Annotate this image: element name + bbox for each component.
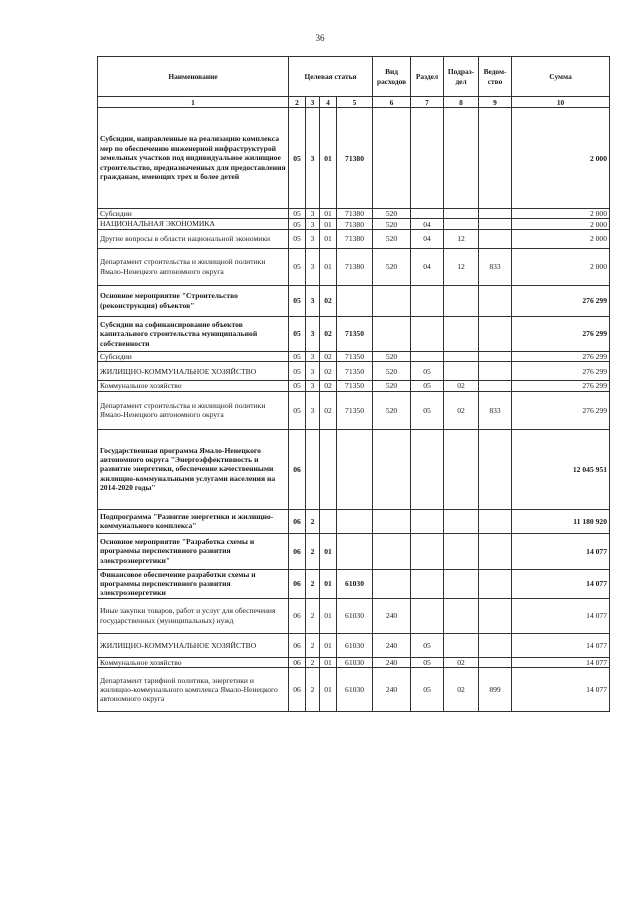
section-code xyxy=(411,509,444,533)
expense-type-code: 240 xyxy=(373,598,411,633)
row-amount: 14 077 xyxy=(512,533,610,569)
subsection-code xyxy=(444,316,479,351)
target-code-direction: 71350 xyxy=(337,381,373,391)
expense-type-code: 520 xyxy=(373,248,411,285)
expense-type-code xyxy=(373,569,411,598)
row-name: Субсидии на софинансирование объектов капитального строительства муниципальной собственности xyxy=(98,316,289,351)
department-code xyxy=(479,598,512,633)
table-row xyxy=(98,209,610,219)
target-code-subprogram: 3 xyxy=(306,351,320,361)
row-amount: 2 000 xyxy=(512,108,610,209)
subsection-code xyxy=(444,598,479,633)
department-code xyxy=(479,509,512,533)
target-code-subprogram: 2 xyxy=(306,509,320,533)
row-amount: 2 000 xyxy=(512,229,610,248)
target-code-activity: 01 xyxy=(320,598,337,633)
column-number-row xyxy=(98,97,610,108)
expense-type-code: 520 xyxy=(373,362,411,381)
row-amount: 276 299 xyxy=(512,351,610,361)
target-code-activity: 01 xyxy=(320,248,337,285)
target-code-activity: 01 xyxy=(320,219,337,229)
subsection-code xyxy=(444,633,479,657)
target-code-subprogram: 3 xyxy=(306,229,320,248)
department-code xyxy=(479,362,512,381)
target-code-subprogram: 3 xyxy=(306,316,320,351)
row-amount: 12 045 951 xyxy=(512,429,610,509)
subsection-code xyxy=(444,429,479,509)
header-section: Раздел xyxy=(411,57,444,97)
subsection-code xyxy=(444,219,479,229)
target-code-program: 05 xyxy=(289,351,306,361)
row-name: Департамент строительства и жилищной политики Ямало-Ненецкого автономного округа xyxy=(98,391,289,429)
target-code-activity: 02 xyxy=(320,351,337,361)
expense-type-code: 240 xyxy=(373,668,411,712)
row-name: Субсидии xyxy=(98,351,289,361)
target-code-direction xyxy=(337,533,373,569)
row-name: Иные закупки товаров, работ и услуг для обеспечения государственных (муниципальных) нужд xyxy=(98,598,289,633)
department-code xyxy=(479,569,512,598)
subsection-code xyxy=(444,362,479,381)
target-code-activity: 02 xyxy=(320,285,337,316)
target-code-direction: 71380 xyxy=(337,248,373,285)
table-row xyxy=(98,108,610,209)
section-code: 05 xyxy=(411,381,444,391)
column-number: 3 xyxy=(306,97,320,108)
target-code-subprogram: 2 xyxy=(306,633,320,657)
department-code xyxy=(479,316,512,351)
department-code xyxy=(479,533,512,569)
target-code-direction: 71380 xyxy=(337,209,373,219)
column-number: 7 xyxy=(411,97,444,108)
subsection-code: 12 xyxy=(444,248,479,285)
header-expense-type: Вид расходов xyxy=(373,57,411,97)
row-name: Коммунальное хозяйство xyxy=(98,657,289,667)
section-code xyxy=(411,533,444,569)
target-code-program: 06 xyxy=(289,657,306,667)
target-code-activity: 02 xyxy=(320,362,337,381)
target-code-direction: 71380 xyxy=(337,108,373,209)
subsection-code xyxy=(444,285,479,316)
header-amount: Сумма xyxy=(512,57,610,97)
row-amount: 276 299 xyxy=(512,285,610,316)
department-code xyxy=(479,108,512,209)
row-name: Департамент строительства и жилищной политики Ямало-Ненецкого автономного округа xyxy=(98,248,289,285)
budget-table xyxy=(97,56,610,712)
target-code-activity: 01 xyxy=(320,229,337,248)
target-code-program: 05 xyxy=(289,248,306,285)
table-row xyxy=(98,633,610,657)
target-code-activity: 02 xyxy=(320,316,337,351)
section-code xyxy=(411,209,444,219)
table-row xyxy=(98,316,610,351)
target-code-subprogram: 2 xyxy=(306,657,320,667)
section-code xyxy=(411,351,444,361)
department-code xyxy=(479,229,512,248)
target-code-activity xyxy=(320,509,337,533)
subsection-code: 02 xyxy=(444,381,479,391)
row-name: ЖИЛИЩНО-КОММУНАЛЬНОЕ ХОЗЯЙСТВО xyxy=(98,633,289,657)
target-code-direction: 71350 xyxy=(337,316,373,351)
target-code-direction xyxy=(337,509,373,533)
table-row xyxy=(98,533,610,569)
target-code-direction: 61030 xyxy=(337,633,373,657)
table-row xyxy=(98,598,610,633)
expense-type-code: 240 xyxy=(373,633,411,657)
row-name: Департамент тарифной политики, энергетики и жилищно-коммунального комплекса Ямало-Ненецкого автономного округа xyxy=(98,668,289,712)
subsection-code: 02 xyxy=(444,657,479,667)
row-name: ЖИЛИЩНО-КОММУНАЛЬНОЕ ХОЗЯЙСТВО xyxy=(98,362,289,381)
table-row xyxy=(98,391,610,429)
target-code-program: 06 xyxy=(289,533,306,569)
target-code-program: 05 xyxy=(289,209,306,219)
header-row xyxy=(98,57,610,97)
target-code-direction: 71350 xyxy=(337,391,373,429)
target-code-program: 05 xyxy=(289,362,306,381)
target-code-subprogram: 3 xyxy=(306,248,320,285)
header-subsection: Подраз-дел xyxy=(444,57,479,97)
row-amount: 276 299 xyxy=(512,316,610,351)
expense-type-code: 240 xyxy=(373,657,411,667)
column-number: 8 xyxy=(444,97,479,108)
target-code-activity: 01 xyxy=(320,657,337,667)
target-code-program: 05 xyxy=(289,285,306,316)
target-code-program: 06 xyxy=(289,429,306,509)
target-code-subprogram: 3 xyxy=(306,108,320,209)
target-code-direction xyxy=(337,429,373,509)
row-name: Подпрограмма "Развитие энергетики и жилищно-коммунального комплекса" xyxy=(98,509,289,533)
table-row xyxy=(98,219,610,229)
row-name: Государственная программа Ямало-Ненецкого автономного округа "Энергоэффективность и развитие энергетики, обеспечение качественными жилищно-коммунальными услугами населения на 2014-2020 годы" xyxy=(98,429,289,509)
expense-type-code xyxy=(373,108,411,209)
target-code-program: 05 xyxy=(289,381,306,391)
header-name: Наименование xyxy=(98,57,289,97)
target-code-direction: 61030 xyxy=(337,668,373,712)
column-number: 6 xyxy=(373,97,411,108)
target-code-program: 05 xyxy=(289,316,306,351)
section-code: 04 xyxy=(411,229,444,248)
department-code: 833 xyxy=(479,248,512,285)
row-amount: 11 180 920 xyxy=(512,509,610,533)
target-code-activity: 01 xyxy=(320,533,337,569)
expense-type-code xyxy=(373,316,411,351)
expense-type-code: 520 xyxy=(373,229,411,248)
section-code xyxy=(411,598,444,633)
column-number: 9 xyxy=(479,97,512,108)
table-row xyxy=(98,429,610,509)
expense-type-code: 520 xyxy=(373,381,411,391)
target-code-subprogram: 2 xyxy=(306,598,320,633)
row-amount: 2 000 xyxy=(512,219,610,229)
target-code-activity: 01 xyxy=(320,209,337,219)
row-name: Основное мероприятие "Строительство (реконструкция) объектов" xyxy=(98,285,289,316)
target-code-direction: 71380 xyxy=(337,229,373,248)
subsection-code: 02 xyxy=(444,668,479,712)
expense-type-code: 520 xyxy=(373,391,411,429)
expense-type-code: 520 xyxy=(373,351,411,361)
row-name: Другие вопросы в области национальной экономики xyxy=(98,229,289,248)
row-amount: 14 077 xyxy=(512,657,610,667)
table-row xyxy=(98,229,610,248)
target-code-activity: 01 xyxy=(320,108,337,209)
row-amount: 2 000 xyxy=(512,248,610,285)
column-number: 10 xyxy=(512,97,610,108)
column-number: 2 xyxy=(289,97,306,108)
target-code-program: 05 xyxy=(289,391,306,429)
section-code xyxy=(411,316,444,351)
target-code-program: 06 xyxy=(289,668,306,712)
target-code-program: 06 xyxy=(289,633,306,657)
target-code-direction xyxy=(337,285,373,316)
department-code xyxy=(479,381,512,391)
header-department: Ведом-ство xyxy=(479,57,512,97)
target-code-program: 05 xyxy=(289,219,306,229)
target-code-program: 05 xyxy=(289,108,306,209)
subsection-code xyxy=(444,533,479,569)
table-row xyxy=(98,569,610,598)
row-amount: 276 299 xyxy=(512,362,610,381)
row-amount: 14 077 xyxy=(512,598,610,633)
target-code-direction: 71350 xyxy=(337,362,373,381)
subsection-code: 02 xyxy=(444,391,479,429)
section-code: 05 xyxy=(411,391,444,429)
table-row xyxy=(98,362,610,381)
department-code xyxy=(479,351,512,361)
department-code xyxy=(479,657,512,667)
target-code-subprogram: 3 xyxy=(306,362,320,381)
table-row xyxy=(98,351,610,361)
department-code xyxy=(479,633,512,657)
target-code-subprogram: 2 xyxy=(306,569,320,598)
target-code-activity: 02 xyxy=(320,381,337,391)
section-code: 05 xyxy=(411,657,444,667)
section-code: 04 xyxy=(411,248,444,285)
target-code-subprogram: 3 xyxy=(306,219,320,229)
section-code xyxy=(411,429,444,509)
table-row xyxy=(98,668,610,712)
table-row xyxy=(98,285,610,316)
column-number: 5 xyxy=(337,97,373,108)
table-row xyxy=(98,509,610,533)
section-code xyxy=(411,108,444,209)
subsection-code: 12 xyxy=(444,229,479,248)
subsection-code xyxy=(444,108,479,209)
row-name: Субсидии xyxy=(98,209,289,219)
row-name: Основное мероприятие "Разработка схемы и программы перспективного развития электроэнергетики" xyxy=(98,533,289,569)
target-code-subprogram xyxy=(306,429,320,509)
row-name: Коммунальное хозяйство xyxy=(98,381,289,391)
section-code: 05 xyxy=(411,633,444,657)
section-code xyxy=(411,285,444,316)
target-code-direction: 61030 xyxy=(337,569,373,598)
row-name: Финансовое обеспечение разработки схемы и программы перспективного развития электроэнергетики xyxy=(98,569,289,598)
target-code-program: 06 xyxy=(289,509,306,533)
target-code-program: 06 xyxy=(289,569,306,598)
department-code: 899 xyxy=(479,668,512,712)
subsection-code xyxy=(444,209,479,219)
expense-type-code xyxy=(373,429,411,509)
table-row xyxy=(98,381,610,391)
row-amount: 2 000 xyxy=(512,209,610,219)
target-code-program: 06 xyxy=(289,598,306,633)
expense-type-code xyxy=(373,509,411,533)
row-amount: 276 299 xyxy=(512,391,610,429)
subsection-code xyxy=(444,351,479,361)
target-code-direction: 71380 xyxy=(337,219,373,229)
subsection-code xyxy=(444,509,479,533)
row-amount: 14 077 xyxy=(512,668,610,712)
row-amount: 14 077 xyxy=(512,633,610,657)
expense-type-code xyxy=(373,285,411,316)
target-code-direction: 61030 xyxy=(337,657,373,667)
target-code-activity: 01 xyxy=(320,569,337,598)
section-code: 05 xyxy=(411,362,444,381)
page-number: 36 xyxy=(315,33,325,43)
subsection-code xyxy=(444,569,479,598)
target-code-activity: 02 xyxy=(320,391,337,429)
column-number: 1 xyxy=(98,97,289,108)
department-code xyxy=(479,209,512,219)
table-row xyxy=(98,657,610,667)
target-code-activity: 01 xyxy=(320,633,337,657)
column-number: 4 xyxy=(320,97,337,108)
header-target-article: Целевая статья xyxy=(289,57,373,97)
expense-type-code xyxy=(373,533,411,569)
target-code-subprogram: 3 xyxy=(306,209,320,219)
row-amount: 276 299 xyxy=(512,381,610,391)
target-code-direction: 71350 xyxy=(337,351,373,361)
target-code-activity: 01 xyxy=(320,668,337,712)
section-code xyxy=(411,569,444,598)
section-code: 05 xyxy=(411,668,444,712)
target-code-subprogram: 3 xyxy=(306,381,320,391)
department-code: 833 xyxy=(479,391,512,429)
target-code-subprogram: 2 xyxy=(306,533,320,569)
table-row xyxy=(98,248,610,285)
row-name: НАЦИОНАЛЬНАЯ ЭКОНОМИКА xyxy=(98,219,289,229)
expense-type-code: 520 xyxy=(373,219,411,229)
section-code: 04 xyxy=(411,219,444,229)
target-code-subprogram: 3 xyxy=(306,285,320,316)
table-body xyxy=(98,108,610,712)
target-code-program: 05 xyxy=(289,229,306,248)
department-code xyxy=(479,285,512,316)
expense-type-code: 520 xyxy=(373,209,411,219)
target-code-subprogram: 3 xyxy=(306,391,320,429)
row-name: Субсидии, направленные на реализацию комплекса мер по обеспечению инженерной инфраструктурой земельных участков под индивидуальное жилищное строительство, предназначенных для предоставления гражданам, имеющих трех и более детей xyxy=(98,108,289,209)
target-code-direction: 61030 xyxy=(337,598,373,633)
target-code-activity xyxy=(320,429,337,509)
row-amount: 14 077 xyxy=(512,569,610,598)
department-code xyxy=(479,219,512,229)
target-code-subprogram: 2 xyxy=(306,668,320,712)
department-code xyxy=(479,429,512,509)
